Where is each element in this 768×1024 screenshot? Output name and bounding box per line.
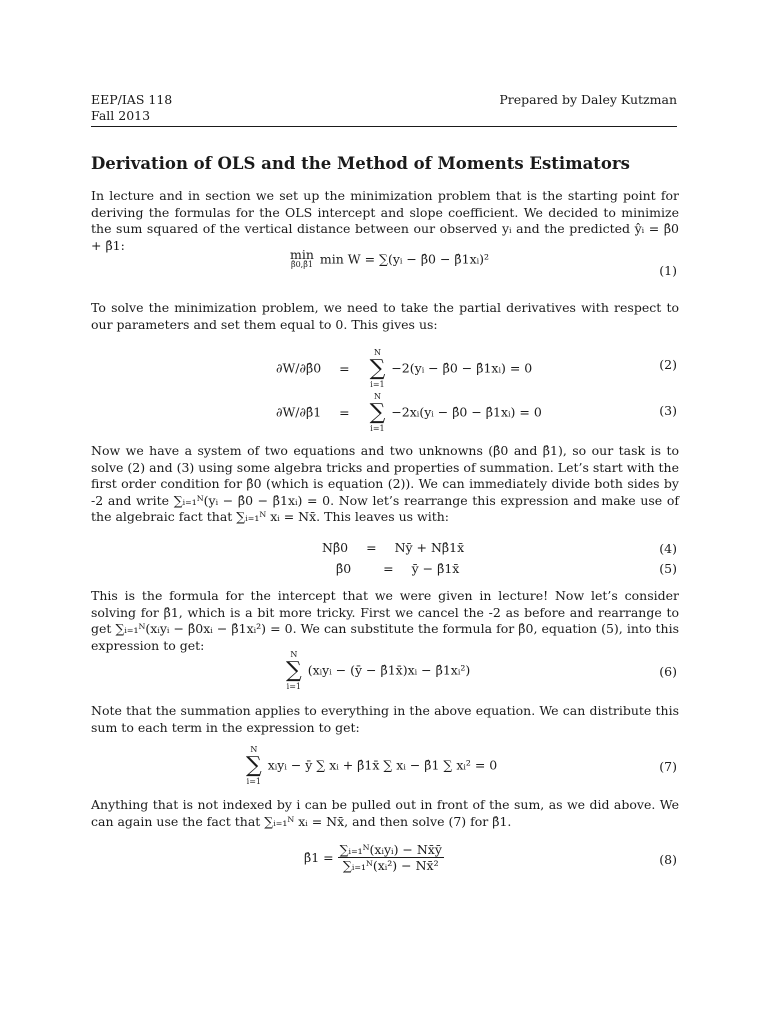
eq3-lhs: ∂W/∂β̂1 bbox=[276, 404, 322, 420]
equation-7 bbox=[244, 745, 497, 787]
fraction-denominator: ∑ᵢ₌₁ᴺ(xᵢ²) − Nx̄² bbox=[342, 858, 439, 873]
eq5-rhs: ȳ − β̂1x̄ bbox=[411, 561, 460, 576]
eq-number-5: (5) bbox=[659, 561, 677, 576]
paragraph-partials: To solve the minimization problem, we need to take the partial derivatives with respect to our parameters and set them equal to 0. This gives us: bbox=[91, 300, 679, 332]
eq-number-4: (4) bbox=[659, 541, 677, 556]
paragraph-indexed: Anything that is not indexed by i can be pulled out in front of the sum, as we did above. We can again use the fact that ∑ᵢ₌₁ᴺ xᵢ = Nx̄, and then solve (7) for β̂1. bbox=[91, 797, 679, 829]
document-title: Derivation of OLS and the Method of Moments Estimators bbox=[91, 154, 630, 173]
eq5-lhs: β̂0 bbox=[336, 561, 352, 576]
equation-3: ∂W/∂β̂1 = N ∑ i=1 −2xᵢ(yᵢ − β̂0 − β̂1xᵢ) = 0 bbox=[276, 392, 542, 433]
paragraph-intro: In lecture and in section we set up the minimization problem that is the starting point for deriving the formulas for the OLS intercept and slope coefficient. We decided to minimize the sum squared of the vertical distance between our observed yᵢ and the predicted ŷᵢ = β̂0 + β̂1: bbox=[91, 188, 679, 253]
equation-6 bbox=[284, 650, 470, 692]
term: Fall 2013 bbox=[91, 108, 151, 123]
eq8-lhs: β̂1 = bbox=[304, 850, 334, 865]
eq-number-8: (8) bbox=[659, 852, 677, 867]
author-line: Prepared by Daley Kutzman bbox=[499, 92, 677, 107]
equation-1 bbox=[288, 247, 490, 270]
eq3-rhs: −2xᵢ(yᵢ − β̂0 − β̂1xᵢ) = 0 bbox=[391, 404, 542, 420]
eq2-lhs: ∂W/∂β̂0 bbox=[276, 360, 322, 376]
eq4-rhs: Nȳ + Nβ̂1x̄ bbox=[394, 540, 465, 555]
equation-1-body: min W = ∑(yᵢ − β̂0 − β̂1xᵢ)² bbox=[319, 251, 490, 267]
header-rule bbox=[91, 126, 677, 127]
sum-symbol: N ∑ i=1 bbox=[369, 348, 386, 389]
sum-symbol: N ∑ i=1 bbox=[246, 745, 262, 786]
eq-number-7: (7) bbox=[659, 759, 677, 774]
equation-2: ∂W/∂β̂0 = N ∑ i=1 −2(yᵢ − β̂0 − β̂1xᵢ) = 0 bbox=[276, 348, 533, 389]
eq-number-2: (2) bbox=[659, 357, 677, 372]
equation-4: Nβ̂0 = Nȳ + Nβ̂1x̄ bbox=[322, 540, 465, 555]
sum-symbol: N ∑ i=1 bbox=[286, 650, 302, 691]
equation-5: β̂0 = ȳ − β̂1x̄ bbox=[336, 561, 460, 576]
min-operator: min β̂0,β̂1 bbox=[290, 247, 314, 269]
eq2-rhs: −2(yᵢ − β̂0 − β̂1xᵢ) = 0 bbox=[391, 360, 533, 376]
eq4-lhs: Nβ̂0 bbox=[322, 540, 349, 555]
fraction-numerator: ∑ᵢ₌₁ᴺ(xᵢyᵢ) − Nx̄ȳ bbox=[339, 842, 442, 857]
paragraph-system: Now we have a system of two equations and two unknowns (β̂0 and β̂1), so our task is to solve (2) and (3) using some algebra tricks and properties of summation. Let’s start with the first order condition for β̂0 (which is equation (2)). We can immediately divide both sides by -2 and write ∑ᵢ₌₁ᴺ(yᵢ − β̂0 − β̂1xᵢ) = 0. Now let’s rearrange this expression and make use of the algebraic fact that ∑ᵢ₌₁ᴺ xᵢ = Nx̄. This leaves us with: bbox=[91, 443, 679, 524]
equation-7-body: xᵢyᵢ − ȳ ∑ xᵢ + β̂1x̄ ∑ xᵢ − β̂1 ∑ xᵢ² = 0 bbox=[267, 757, 498, 773]
paragraph-slope: This is the formula for the intercept that we were given in lecture! Now let’s consider solving for β̂1, which is a bit more tricky. First we cancel the -2 as before and rearrange to get ∑ᵢ₌₁ᴺ(xᵢyᵢ − β̂0xᵢ − β̂1xᵢ²) = 0. We can substitute the formula for β̂0, equation (5), into this expression to get: bbox=[91, 588, 679, 653]
eq-number-1: (1) bbox=[659, 263, 677, 278]
header-left bbox=[91, 92, 172, 124]
equation-8 bbox=[304, 842, 444, 873]
eq-number-3: (3) bbox=[659, 403, 677, 418]
paragraph-distribute: Note that the summation applies to everything in the above equation. We can distribute this sum to each term in the expression to get: bbox=[91, 703, 679, 735]
course-code: EEP/IAS 118 bbox=[91, 92, 173, 107]
eq-number-6: (6) bbox=[659, 664, 677, 679]
slope-fraction bbox=[338, 842, 444, 873]
equation-6-body: (xᵢyᵢ − (ȳ − β̂1x̄)xᵢ − β̂1xᵢ²) bbox=[307, 662, 471, 678]
sum-symbol: N ∑ i=1 bbox=[369, 392, 386, 433]
